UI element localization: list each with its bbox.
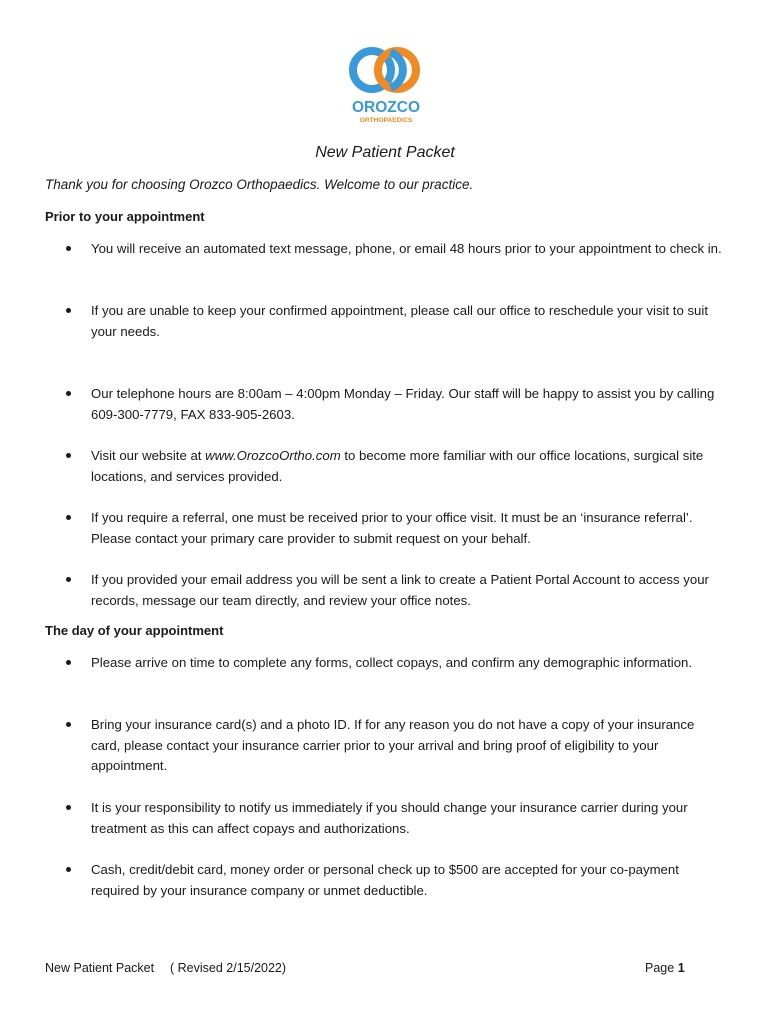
list-item: You will receive an automated text message, phone, or email 48 hours prior to your appointment to check in. <box>66 239 726 260</box>
logo-name: OROZCO <box>351 99 421 116</box>
website-link[interactable]: www.OrozcoOrtho.com <box>205 448 341 463</box>
logo-subtitle: ORTHOPAEDICS <box>359 117 413 124</box>
intro-text: Thank you for choosing Orozco Orthopaedics. Welcome to our practice. <box>45 177 474 192</box>
orozco-logo <box>347 44 425 126</box>
bullet-icon <box>66 577 71 582</box>
footer-page <box>645 961 685 975</box>
bullet-icon <box>66 391 71 396</box>
list-item: Bring your insurance card(s) and a photo ID. If for any reason you do not have a copy of your insurance card, please contact your insurance carrier prior to your arrival and bring proof of eligibility to your appointment. <box>66 715 726 777</box>
list-item: If you require a referral, one must be received prior to your office visit. It must be an ‘insurance referral’. Please contact your primary care provider to submit request on your behalf. <box>66 508 726 549</box>
list-item: Please arrive on time to complete any forms, collect copays, and confirm any demographic information. <box>66 653 726 674</box>
section-heading-day-of: The day of your appointment <box>45 623 224 638</box>
bullet-icon <box>66 867 71 872</box>
bullet-icon <box>66 660 71 665</box>
bullet-icon <box>66 453 71 458</box>
footer-revision: ( Revised 2/15/2022) <box>170 961 287 975</box>
bullet-icon <box>66 308 71 313</box>
list-item: Our telephone hours are 8:00am – 4:00pm Monday – Friday. Our staff will be happy to assist you by calling 609-300-7779, FAX 833-905-2603. <box>66 384 726 425</box>
list-item: Cash, credit/debit card, money order or personal check up to $500 are accepted for your co-payment required by your insurance company or unmet deductible. <box>66 860 726 901</box>
footer-title: New Patient Packet <box>45 961 155 975</box>
bullet-icon <box>66 805 71 810</box>
bullet-icon <box>66 515 71 520</box>
section-heading-prior: Prior to your appointment <box>45 209 205 224</box>
bullet-icon <box>66 246 71 251</box>
page-title: New Patient Packet <box>315 144 455 161</box>
bullet-icon <box>66 722 71 727</box>
list-item: If you are unable to keep your confirmed appointment, please call our office to reschedule your visit to suit your needs. <box>66 301 726 342</box>
page-label: Page <box>645 961 675 975</box>
page-number: 1 <box>677 961 685 975</box>
list-item: If you provided your email address you will be sent a link to create a Patient Portal Account to access your records, message our team directly, and review your office notes. <box>66 570 726 611</box>
list-item: Visit our website at www.OrozcoOrtho.com to become more familiar with our office locations, surgical site locations, and services provided. <box>66 446 726 487</box>
list-item: It is your responsibility to notify us immediately if you should change your insurance carrier during your treatment as this can affect copays and authorizations. <box>66 798 726 839</box>
